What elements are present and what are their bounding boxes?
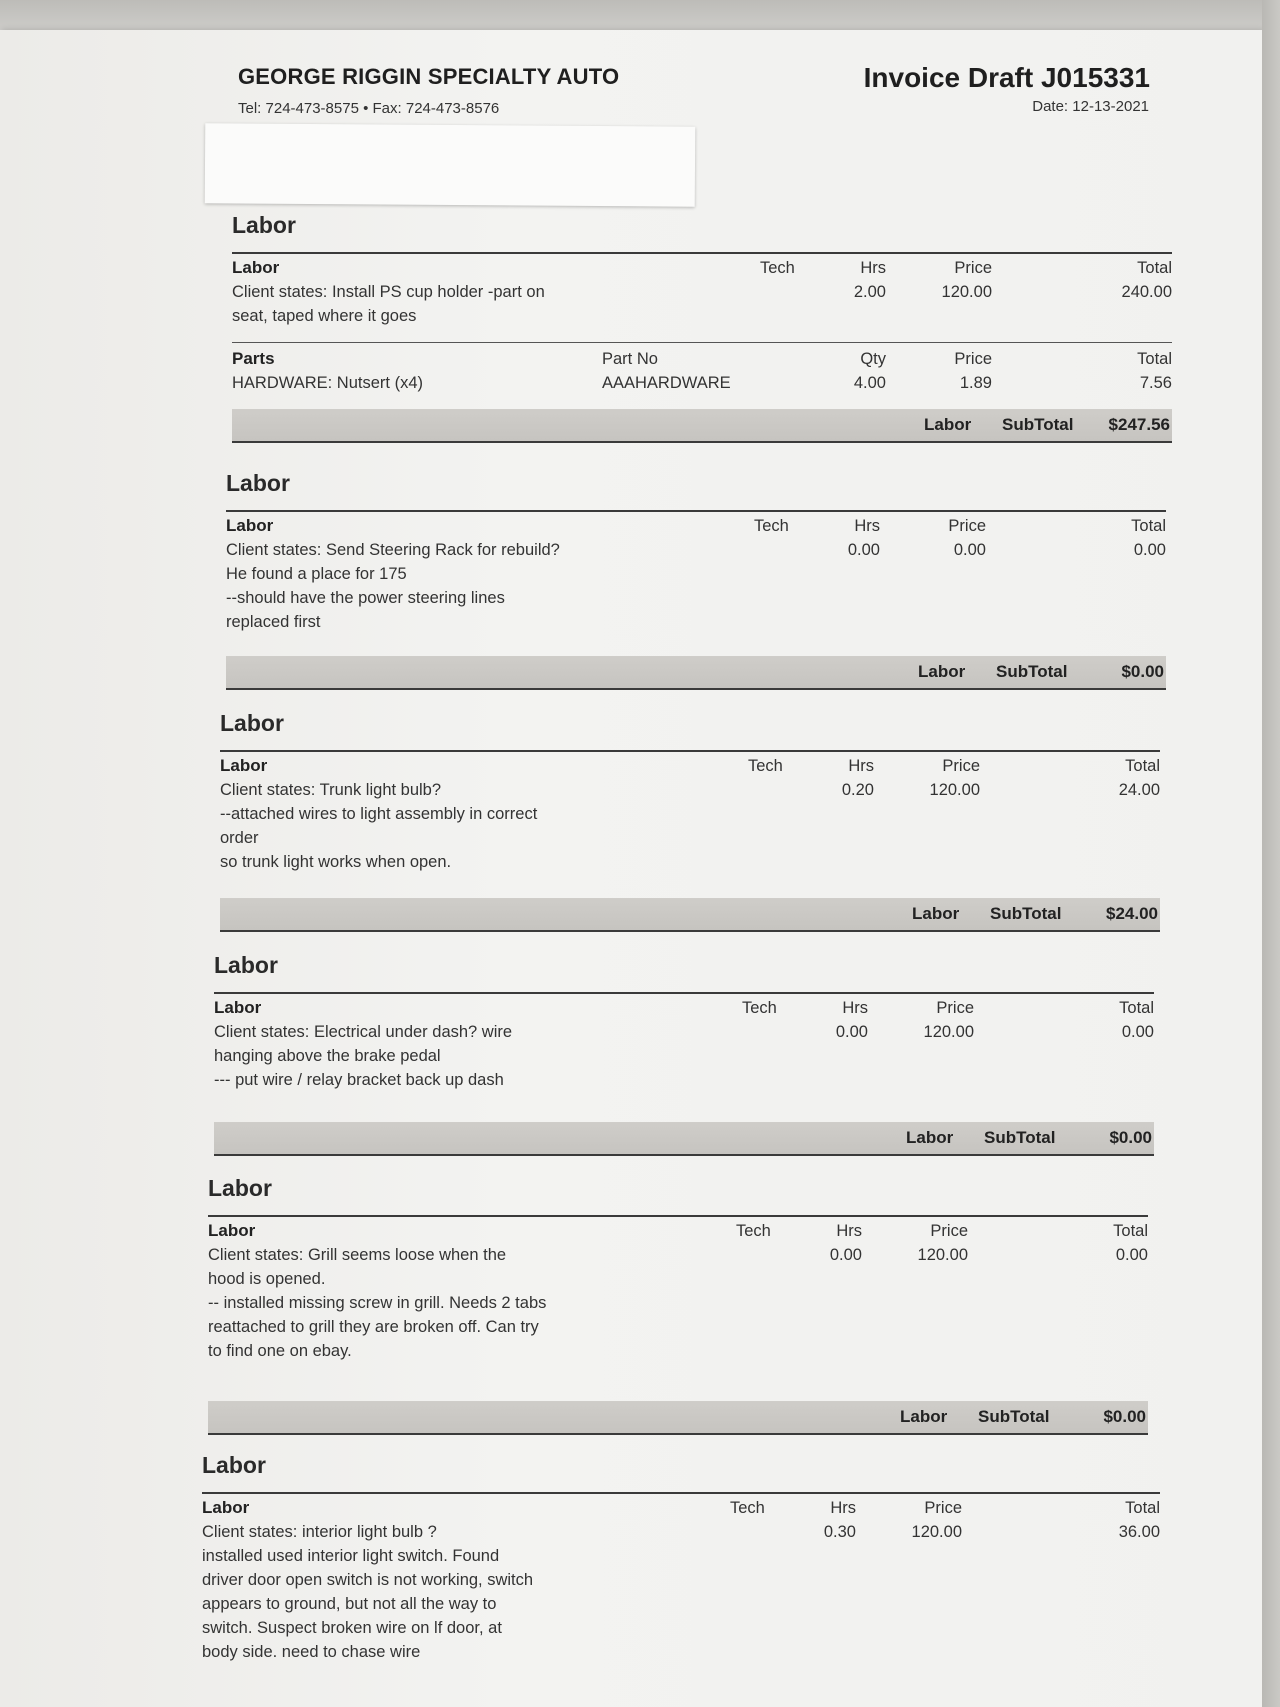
- total-value: 0.00: [1115, 1246, 1148, 1264]
- part-desc: HARDWARE: Nutsert (x4): [232, 374, 423, 392]
- price-header: Price: [954, 350, 992, 368]
- hrs-value: 0.30: [823, 1523, 856, 1541]
- labor-line: [226, 512, 1166, 656]
- labor-desc-line: seat, taped where it goes: [232, 307, 417, 325]
- subtotal-amount: $247.56: [1108, 415, 1170, 434]
- subtotal-amount: $0.00: [1109, 1128, 1152, 1147]
- partno-value: AAAHARDWARE: [602, 374, 731, 392]
- qty-header: Qty: [860, 350, 886, 368]
- subtotal-kind: Labor: [906, 1128, 954, 1147]
- labor-heading: Labor: [226, 516, 274, 535]
- tech-header: Tech: [754, 517, 789, 535]
- labor-section-6: [202, 1452, 1160, 1694]
- labor-desc-line: Client states: Trunk light bulb?: [220, 781, 442, 799]
- tech-header: Tech: [748, 757, 783, 775]
- section-title: Labor: [214, 952, 278, 978]
- subtotal-kind: Labor: [900, 1407, 948, 1426]
- shop-name: GEORGE RIGGIN SPECIALTY AUTO: [238, 64, 620, 89]
- price-value: 1.89: [959, 374, 992, 392]
- total-value: 0.00: [1133, 541, 1166, 559]
- subtotal-label: SubTotal: [984, 1128, 1056, 1147]
- price-value: 120.00: [941, 283, 992, 301]
- total-value: 7.56: [1139, 374, 1172, 392]
- labor-desc-line: replaced first: [226, 613, 321, 631]
- price-header: Price: [954, 259, 992, 277]
- hrs-header: Hrs: [830, 1499, 856, 1517]
- price-header: Price: [948, 517, 986, 535]
- subtotal-label: SubTotal: [996, 662, 1068, 681]
- price-header: Price: [942, 757, 980, 775]
- labor-section-2: [226, 470, 1166, 690]
- tech-header: Tech: [760, 259, 795, 277]
- total-header: Total: [1131, 517, 1166, 535]
- parts-heading: Parts: [232, 349, 275, 368]
- price-value: 120.00: [911, 1523, 962, 1541]
- hrs-value: 0.00: [835, 1023, 868, 1041]
- parts-line: [232, 343, 1172, 409]
- subtotal-label: SubTotal: [978, 1407, 1050, 1426]
- total-value: 24.00: [1118, 781, 1160, 799]
- hrs-header: Hrs: [860, 259, 886, 277]
- labor-desc-line: switch. Suspect broken wire on lf door, at: [202, 1619, 502, 1637]
- labor-desc-line: driver door open switch is not working, switch: [202, 1571, 534, 1589]
- price-value: 120.00: [917, 1246, 968, 1264]
- subtotal-bar: [232, 409, 1172, 443]
- shop-contact: Tel: 724-473-8575 • Fax: 724-473-8576: [238, 100, 500, 117]
- qty-value: 4.00: [853, 374, 886, 392]
- labor-section-3: [220, 710, 1160, 932]
- labor-desc-line: so trunk light works when open.: [220, 853, 452, 871]
- labor-line: [214, 994, 1154, 1122]
- tech-header: Tech: [742, 999, 777, 1017]
- price-value: 0.00: [953, 541, 986, 559]
- subtotal-amount: $24.00: [1106, 904, 1158, 923]
- hrs-header: Hrs: [854, 517, 880, 535]
- invoice-date: Date: 12-13-2021: [1032, 98, 1149, 115]
- labor-desc-line: Client states: Grill seems loose when the: [208, 1246, 507, 1264]
- subtotal-bar: [220, 898, 1160, 932]
- hrs-header: Hrs: [836, 1222, 862, 1240]
- tech-header: Tech: [736, 1222, 771, 1240]
- labor-desc-line: installed used interior light switch. Found: [202, 1547, 500, 1565]
- hrs-header: Hrs: [848, 757, 874, 775]
- total-header: Total: [1137, 259, 1172, 277]
- price-value: 120.00: [923, 1023, 974, 1041]
- subtotal-amount: $0.00: [1121, 662, 1164, 681]
- section-title: Labor: [232, 212, 296, 238]
- subtotal-kind: Labor: [924, 415, 972, 434]
- redaction-patch: [205, 123, 696, 206]
- labor-heading: Labor: [208, 1221, 256, 1240]
- labor-line: [202, 1494, 1160, 1694]
- background-strip: [0, 0, 1280, 34]
- section-title: Labor: [208, 1175, 272, 1201]
- hrs-value: 0.20: [841, 781, 874, 799]
- total-header: Total: [1125, 757, 1160, 775]
- labor-line: [208, 1217, 1148, 1401]
- subtotal-bar: [214, 1122, 1154, 1156]
- labor-section-5: [208, 1175, 1148, 1435]
- section-title: Labor: [220, 710, 284, 736]
- labor-desc-line: to find one on ebay.: [208, 1342, 352, 1360]
- hrs-header: Hrs: [842, 999, 868, 1017]
- subtotal-amount: $0.00: [1103, 1407, 1146, 1426]
- labor-desc-line: He found a place for 175: [226, 565, 407, 583]
- section-title: Labor: [202, 1452, 266, 1478]
- labor-line: [220, 752, 1160, 898]
- labor-desc-line: reattached to grill they are broken off. Can try: [208, 1318, 539, 1336]
- total-header: Total: [1137, 350, 1172, 368]
- price-value: 120.00: [929, 781, 980, 799]
- labor-desc-line: Client states: Install PS cup holder -part on: [232, 283, 545, 301]
- labor-desc-line: hanging above the brake pedal: [214, 1047, 441, 1065]
- total-value: 36.00: [1118, 1523, 1160, 1541]
- total-header: Total: [1113, 1222, 1148, 1240]
- subtotal-kind: Labor: [918, 662, 966, 681]
- labor-heading: Labor: [214, 998, 262, 1017]
- labor-desc-line: body side. need to chase wire: [202, 1643, 421, 1661]
- labor-desc-line: Client states: interior light bulb ?: [202, 1523, 437, 1541]
- subtotal-label: SubTotal: [1002, 415, 1074, 434]
- tech-header: Tech: [730, 1499, 765, 1517]
- total-value: 240.00: [1121, 283, 1172, 301]
- total-value: 0.00: [1121, 1023, 1154, 1041]
- labor-desc-line: -- installed missing screw in grill. Needs 2 tabs: [208, 1294, 547, 1312]
- hrs-value: 0.00: [829, 1246, 862, 1264]
- hrs-value: 2.00: [853, 283, 886, 301]
- labor-desc-line: Client states: Send Steering Rack for rebuild?: [226, 541, 560, 559]
- labor-heading: Labor: [232, 258, 280, 277]
- price-header: Price: [936, 999, 974, 1017]
- page-edge: [1262, 0, 1280, 1707]
- labor-heading: Labor: [220, 756, 268, 775]
- section-title: Labor: [226, 470, 290, 496]
- labor-desc-line: Client states: Electrical under dash? wire: [214, 1023, 513, 1041]
- labor-desc-line: appears to ground, but not all the way to: [202, 1595, 497, 1613]
- labor-desc-line: hood is opened.: [208, 1270, 326, 1288]
- invoice-title: Invoice Draft J015331: [863, 62, 1150, 93]
- subtotal-kind: Labor: [912, 904, 960, 923]
- labor-desc-line: --attached wires to light assembly in correct: [220, 805, 538, 823]
- labor-desc-line: --should have the power steering lines: [226, 589, 505, 607]
- price-header: Price: [924, 1499, 962, 1517]
- labor-desc-line: order: [220, 829, 259, 847]
- labor-heading: Labor: [202, 1498, 250, 1517]
- partno-header: Part No: [602, 350, 658, 368]
- labor-line: [232, 254, 1172, 342]
- labor-desc-line: --- put wire / relay bracket back up dash: [214, 1071, 504, 1089]
- price-header: Price: [930, 1222, 968, 1240]
- subtotal-bar: [208, 1401, 1148, 1435]
- total-header: Total: [1119, 999, 1154, 1017]
- subtotal-label: SubTotal: [990, 904, 1062, 923]
- labor-section-1: [232, 212, 1172, 443]
- subtotal-bar: [226, 656, 1166, 690]
- labor-section-4: [214, 952, 1154, 1156]
- total-header: Total: [1125, 1499, 1160, 1517]
- hrs-value: 0.00: [847, 541, 880, 559]
